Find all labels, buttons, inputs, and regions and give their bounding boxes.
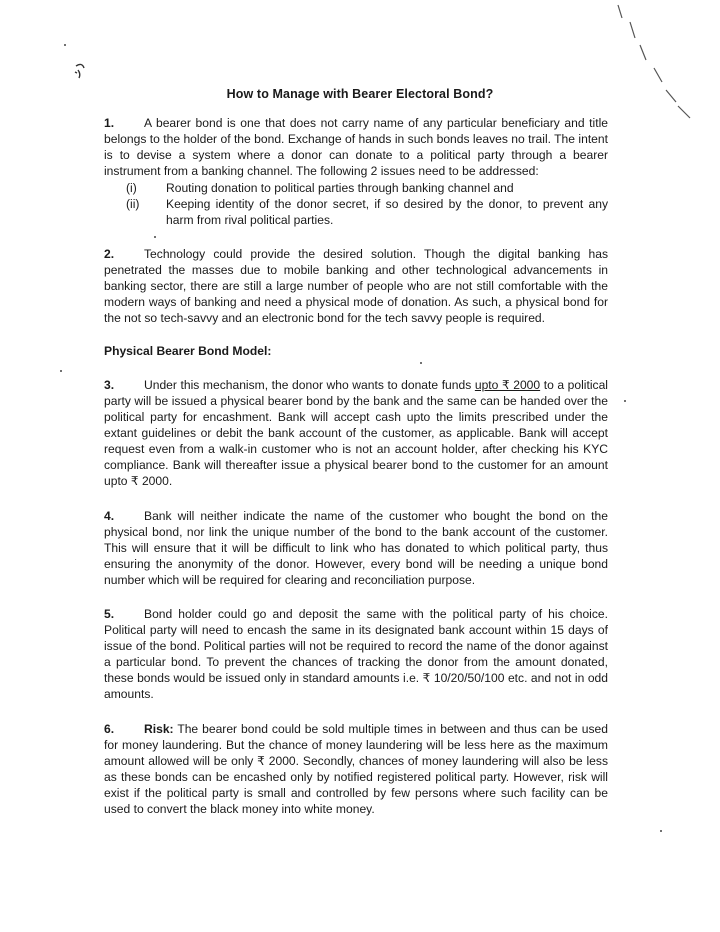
list-item-text: Keeping identity of the donor secret, if so desired by the donor, to prevent any harm from rival political parties. — [166, 197, 608, 227]
scan-speck — [64, 44, 66, 46]
section-heading: Physical Bearer Bond Model: — [104, 344, 272, 358]
paragraph-text: Under this mechanism, the donor who wants to donate funds — [144, 378, 475, 392]
paragraph-text: to a political party will be issued a physical bearer bond by the bank and the same can be handed over the political party for encashment. Bank will accept cash upto the limits prescribed under the extant guidelines or debit the bank account of the customer, as applicable. Bank will accept request even from a walk-in customer who is not an account holder, after checking his KYC compliance. Bank will thereafter issue a physical bearer bond to the customer for an amount upto ₹ 2000. — [104, 378, 608, 488]
list-item — [126, 180, 608, 196]
paragraph-6 — [104, 721, 608, 817]
paragraph-number: 2. — [104, 247, 115, 261]
scan-mark-top-left — [70, 60, 92, 82]
risk-label: Risk: — [144, 722, 174, 736]
paragraph-text: Bond holder could go and deposit the same with the political party of his choice. Political party will need to encash the same in its designated bank account within 15 days of issue of the bond. Political parties will not be required to record the name of the donor against a particular bond. To prevent the chances of tracking the donor from the amount donated, these bonds would be issued only in standard amounts i.e. ₹ 10/20/50/100 etc. and not in odd amounts. — [104, 607, 608, 701]
paragraph-2 — [104, 246, 608, 326]
scan-speck — [660, 830, 662, 832]
scan-speck — [420, 362, 422, 364]
paragraph-text: The bearer bond could be sold multiple times in between and thus can be used for money laundering. But the chance of money laundering will be less here as the maximum amount allowed will be only ₹ 2000. Secondly, chances of money laundering will also be less as these bonds can be encashed only by notified registered political party. However, risk will exist if the political party is small and controlled by few persons where such facility can be used to convert the black money into white money. — [104, 722, 608, 816]
paragraph-text: Technology could provide the desired solution. Though the digital banking has penetrated the masses due to mobile banking and other technological advancements in banking sector, there are still a large number of people who are not still comfortable with the modern ways of banking and need a physical mode of donation. As such, a physical bond for the not so tech-savvy and an electronic bond for the tech savvy people is required. — [104, 247, 608, 325]
paragraph-text: Bank will neither indicate the name of the customer who bought the bond on the physical bond, nor link the unique number of the bond to the bank account of the customer. This will ensure that it will be difficult to link who has donated to which political party, thus ensuring the anonymity of the donor. However, every bond will be needing a unique bond number which will be required for clearing and reconciliation purpose. — [104, 509, 608, 587]
scan-mark-top-right — [610, 0, 700, 130]
paragraph-number: 4. — [104, 509, 115, 523]
paragraph-number: 1. — [104, 116, 115, 130]
paragraph-5 — [104, 606, 608, 702]
list-item-number: (i) — [126, 181, 137, 195]
paragraph-number: 6. — [104, 722, 115, 736]
list-item — [126, 196, 608, 228]
issues-list — [126, 180, 608, 228]
page-title: How to Manage with Bearer Electoral Bond? — [226, 87, 494, 101]
list-item-number: (ii) — [126, 197, 140, 211]
paragraph-text: A bearer bond is one that does not carry name of any particular beneficiary and title belongs to the holder of the bond. Exchange of hands in such bonds leaves no trail. The intent is to devise a system where a donor can donate to a political party through a bearer instrument from a banking channel. The following 2 issues need to be addressed: — [104, 116, 608, 178]
scan-speck — [624, 400, 626, 402]
scan-speck — [60, 370, 62, 372]
paragraph-number: 5. — [104, 607, 115, 621]
list-item-text: Routing donation to political parties through banking channel and — [166, 181, 514, 195]
underlined-amount: upto ₹ 2000 — [474, 378, 541, 392]
paragraph-3 — [104, 377, 608, 489]
paragraph-number: 3. — [104, 378, 115, 392]
paragraph-4 — [104, 508, 608, 588]
scan-speck — [154, 236, 156, 238]
paragraph-1 — [104, 115, 608, 179]
